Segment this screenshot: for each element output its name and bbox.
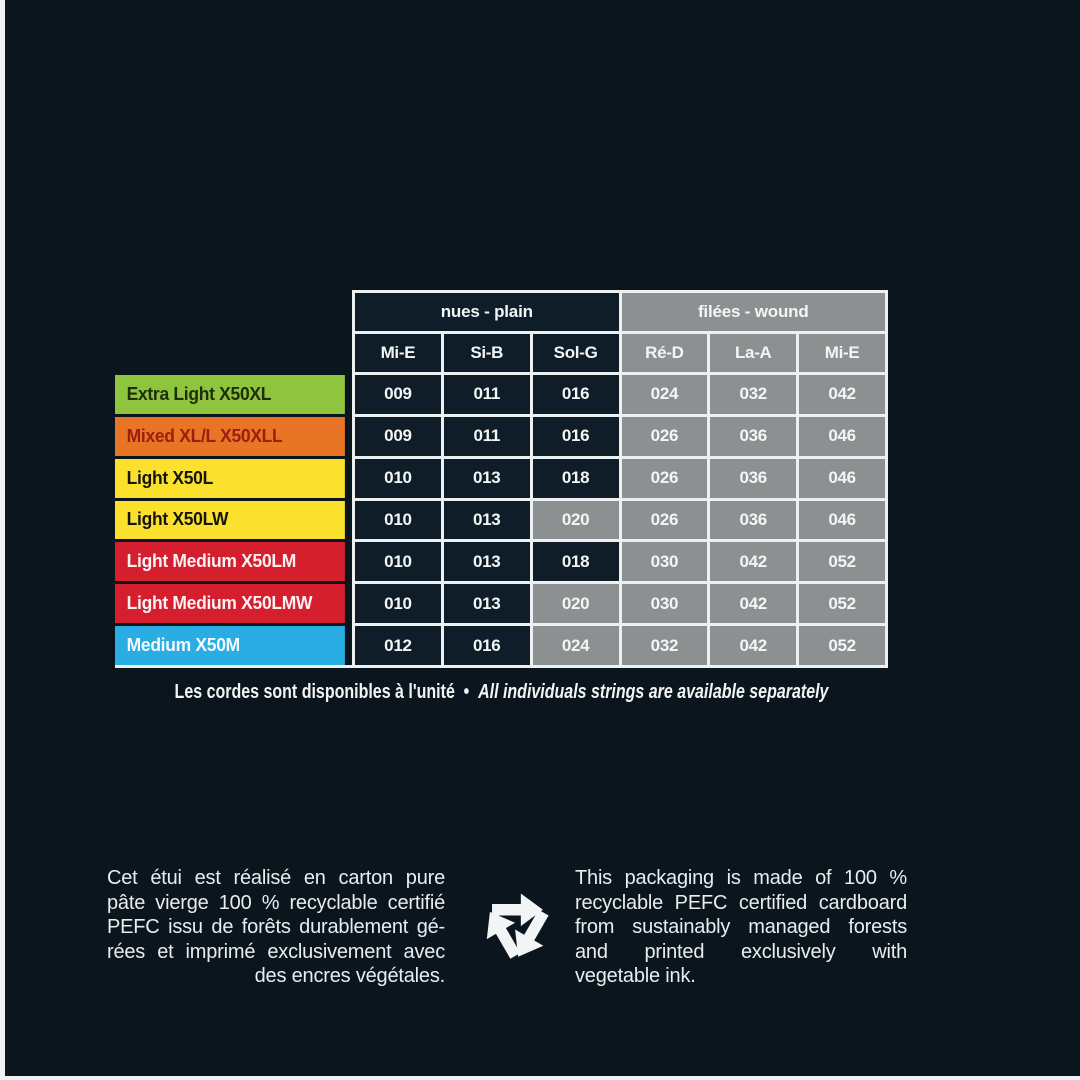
footer-fr-line: pâte vierge 100 % recyclable certifié: [107, 891, 445, 914]
gauge-cell: 036: [710, 501, 796, 540]
gauge-cell: 018: [533, 459, 619, 498]
gauge-cell: 011: [444, 417, 530, 456]
gauge-cell: 013: [444, 542, 530, 581]
footer-fr-line: rées et imprimé exclusivement avec: [107, 940, 445, 963]
gauge-cell: 010: [355, 542, 441, 581]
string-set-label-column: [115, 290, 352, 668]
column-header: Sol-G: [533, 334, 619, 372]
group-header-plain: nues - plain: [355, 293, 619, 331]
gauge-cell: 042: [710, 626, 796, 665]
gauge-cell: 020: [533, 501, 619, 540]
gauge-cell: 012: [355, 626, 441, 665]
gauge-cell: 009: [355, 417, 441, 456]
availability-caption: [174, 678, 829, 706]
group-header-wound: filées - wound: [622, 293, 886, 331]
gauge-cell: 046: [799, 501, 885, 540]
packaging-note-english: [575, 866, 907, 989]
gauge-cell: 032: [710, 375, 796, 414]
gauge-cell: 042: [710, 542, 796, 581]
gauge-cell: 026: [622, 459, 708, 498]
string-set-label: Extra Light X50XL: [115, 375, 345, 414]
availability-caption-en: All individuals strings are available separately: [478, 680, 829, 703]
gauge-cell: 020: [533, 584, 619, 623]
footer-fr-line: PEFC issu de forêts durablement gé-: [107, 916, 445, 938]
column-header: Mi-E: [355, 334, 441, 372]
caption-bullet-separator: •: [463, 680, 470, 703]
column-header: La-A: [710, 334, 796, 372]
footer-fr-line: Cet étui est réalisé en carton pure: [107, 867, 445, 889]
gauge-cell: 052: [799, 626, 885, 665]
string-set-label: Medium X50M: [115, 626, 345, 665]
gauge-cell: 016: [533, 375, 619, 414]
string-set-label: Light X50L: [115, 459, 345, 498]
gauge-cell: 046: [799, 417, 885, 456]
gauge-cell: 026: [622, 417, 708, 456]
gauge-cell: 030: [622, 542, 708, 581]
gauge-cell: 036: [710, 417, 796, 456]
column-header: Si-B: [444, 334, 530, 372]
gauge-cell: 042: [710, 584, 796, 623]
string-set-label: Light X50LW: [115, 501, 345, 540]
footer-en-line: This packaging is made of 100 %: [575, 867, 907, 889]
footer-en-line: vegetable ink.: [575, 965, 696, 987]
gauge-cell: 016: [533, 417, 619, 456]
footer-en-line: and printed exclusively with: [575, 940, 907, 963]
gauge-cell: 046: [799, 459, 885, 498]
left-edge-strip: [0, 0, 5, 1080]
gauge-cell: 024: [533, 626, 619, 665]
gauge-cell: 009: [355, 375, 441, 414]
bottom-edge-strip: [0, 1076, 1080, 1080]
string-set-label: Light Medium X50LM: [115, 542, 345, 581]
availability-caption-fr: Les cordes sont disponibles à l'unité: [174, 680, 455, 703]
string-set-label: Mixed XL/L X50XLL: [115, 417, 345, 456]
gauge-cell: 011: [444, 375, 530, 414]
gauge-cell: 042: [799, 375, 885, 414]
gauge-cell: 016: [444, 626, 530, 665]
gauge-cell: 010: [355, 459, 441, 498]
gauge-cell: 013: [444, 459, 530, 498]
gauge-cell: 036: [710, 459, 796, 498]
gauge-cell: 018: [533, 542, 619, 581]
gauge-cell: 052: [799, 584, 885, 623]
gauge-cell: 030: [622, 584, 708, 623]
gauge-cell: 032: [622, 626, 708, 665]
packaging-note-french: [107, 866, 445, 989]
footer-en-line: from sustainably managed forests: [575, 916, 907, 938]
gauge-cell: 010: [355, 501, 441, 540]
gauge-cell: 052: [799, 542, 885, 581]
gauge-cell: 013: [444, 584, 530, 623]
string-set-label: Light Medium X50LMW: [115, 584, 345, 623]
column-header: Ré-D: [622, 334, 708, 372]
gauge-cell: 026: [622, 501, 708, 540]
footer-fr-line: des encres végétales.: [254, 965, 445, 987]
column-header: Mi-E: [799, 334, 885, 372]
footer-en-line: recyclable PEFC certified cardboard: [575, 891, 907, 914]
table-bottom-border: [115, 665, 355, 668]
recycling-icon: [469, 876, 565, 982]
gauge-cell: 010: [355, 584, 441, 623]
gauge-cell: 013: [444, 501, 530, 540]
gauge-table: [352, 290, 888, 668]
gauge-cell: 024: [622, 375, 708, 414]
